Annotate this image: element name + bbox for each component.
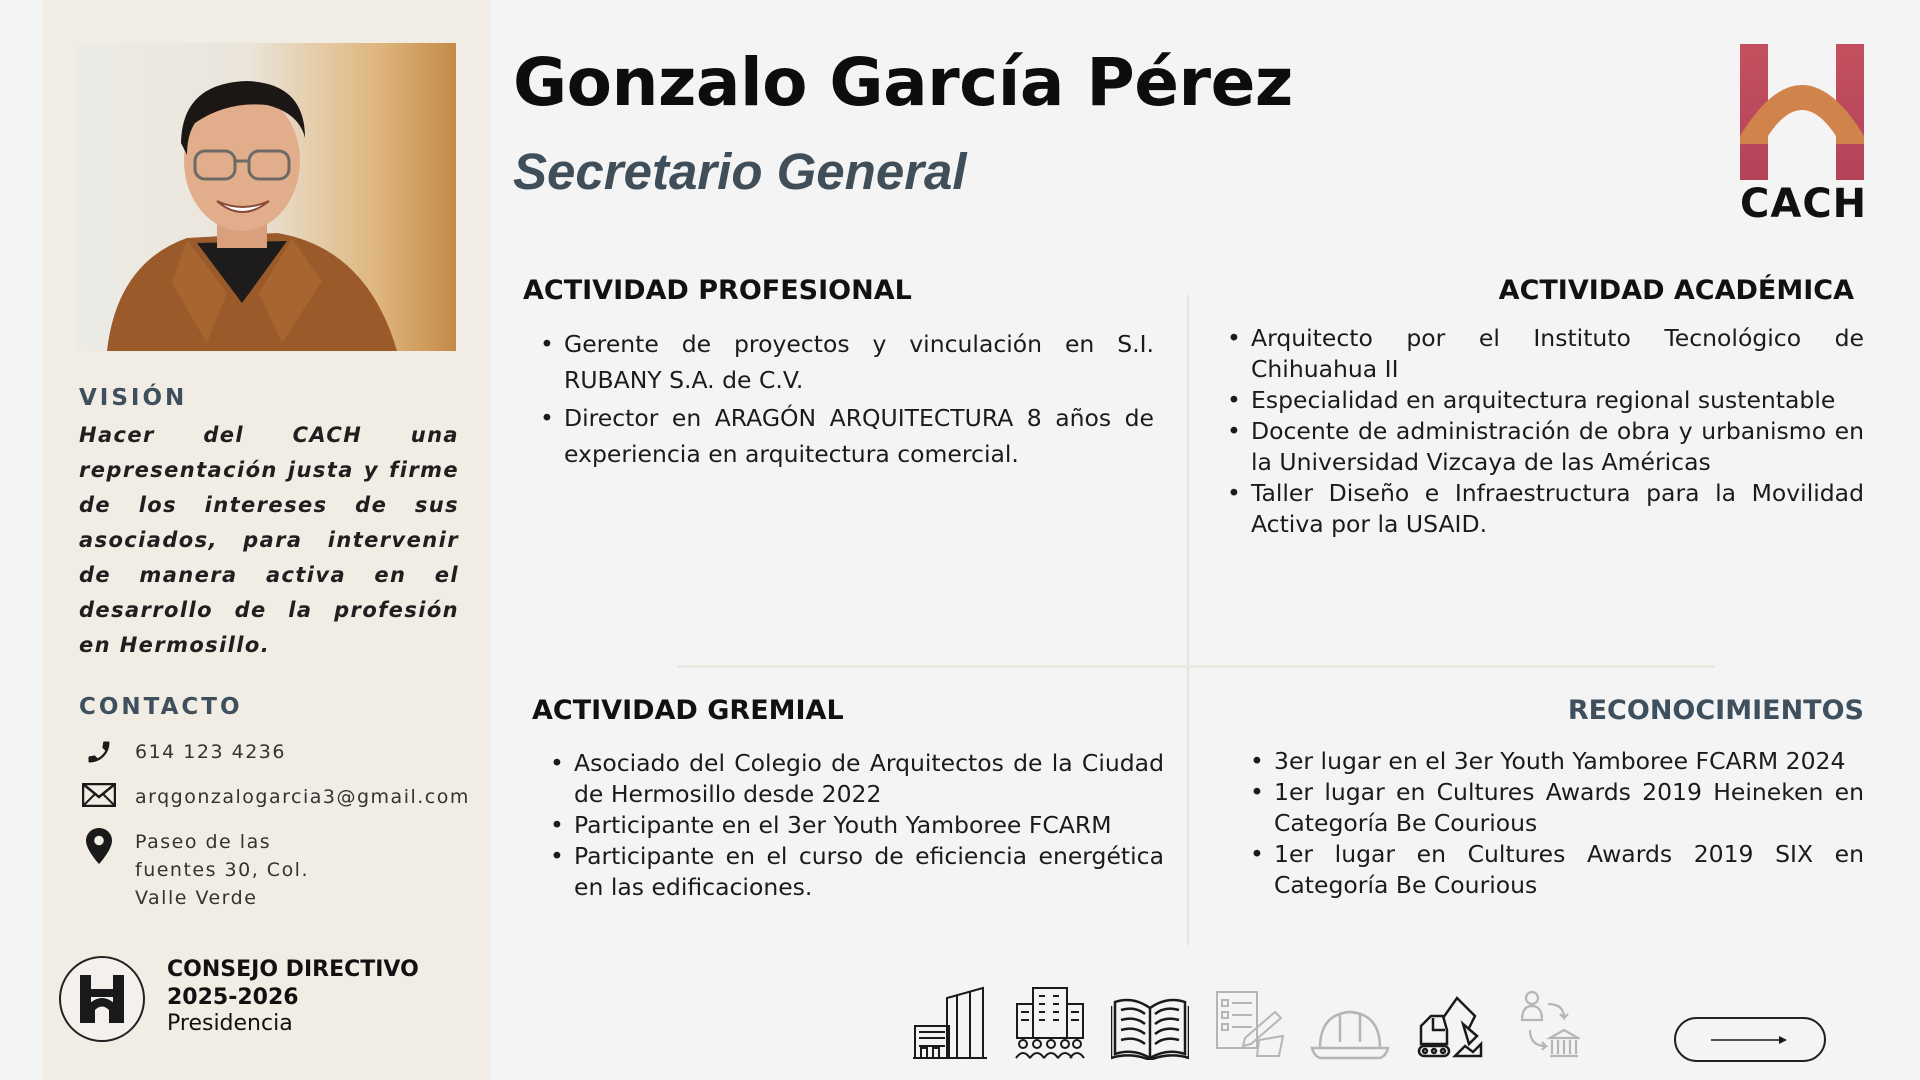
section-reconocimientos-title: RECONOCIMIENTOS xyxy=(1567,695,1864,726)
location-pin-icon xyxy=(79,828,119,864)
vertical-divider xyxy=(1187,295,1189,945)
section-gremial-title: ACTIVIDAD GREMIAL xyxy=(532,695,844,726)
contact-heading: CONTACTO xyxy=(79,694,243,720)
list-item: • 3er lugar en el 3er Youth Yamboree FCARM 2024 xyxy=(1250,746,1864,777)
section-reconocimientos-list xyxy=(1250,746,1864,901)
contact-phone xyxy=(79,738,286,774)
vision-heading: VISIÓN xyxy=(79,385,188,411)
contact-address xyxy=(79,828,335,912)
list-item: • Participante en el curso de eficiencia energética en las edificaciones. xyxy=(550,841,1164,903)
person-institution-icon xyxy=(1510,980,1590,1060)
section-academica-title: ACTIVIDAD ACADÉMICA xyxy=(1498,275,1854,306)
profile-photo xyxy=(77,43,456,351)
list-item: • Docente de administración de obra y urbanismo en la Universidad Vizcaya de las Américas xyxy=(1227,416,1864,478)
cach-logo-icon xyxy=(1740,44,1864,180)
list-item: • Especialidad en arquitectura regional sustentable xyxy=(1227,385,1864,416)
address-text: Paseo de las fuentes 30, Col. Valle Verde xyxy=(135,831,310,909)
list-item: • Participante en el 3er Youth Yamboree FCARM xyxy=(550,810,1164,841)
city-crowd-icon xyxy=(1010,980,1090,1060)
contact-email xyxy=(79,783,470,819)
sidebar xyxy=(43,0,490,1080)
open-book-icon xyxy=(1110,980,1190,1060)
council-line1: CONSEJO DIRECTIVO xyxy=(167,957,419,982)
cach-logo xyxy=(1740,44,1868,227)
email-address[interactable]: arqgonzalogarcia3@gmail.com xyxy=(135,786,470,808)
phone-icon xyxy=(79,738,119,774)
section-profesional-title: ACTIVIDAD PROFESIONAL xyxy=(523,275,912,306)
list-item: • Director en ARAGÓN ARQUITECTURA 8 años de experiencia en arquitectura comercial. xyxy=(540,400,1154,472)
envelope-icon xyxy=(79,783,119,819)
cach-badge-icon xyxy=(59,956,145,1042)
list-item: • 1er lugar en Cultures Awards 2019 SIX en Categoría Be Courious xyxy=(1250,839,1864,901)
council-label xyxy=(167,956,419,1036)
excavator-icon xyxy=(1410,980,1490,1060)
bottom-icon-bar xyxy=(910,980,1610,1060)
building-icon xyxy=(910,980,990,1060)
blueprint-checklist-icon xyxy=(1210,980,1290,1060)
council-line2: 2025-2026 xyxy=(167,985,299,1010)
horizontal-divider xyxy=(677,665,1715,668)
section-profesional-list xyxy=(540,326,1154,472)
list-item: • Gerente de proyectos y vinculación en S.I. RUBANY S.A. de C.V. xyxy=(540,326,1154,398)
person-name: Gonzalo García Pérez xyxy=(513,44,1293,121)
logo-text: CACH xyxy=(1740,181,1868,227)
list-item: • Asociado del Colegio de Arquitectos de la Ciudad de Hermosillo desde 2022 xyxy=(550,748,1164,810)
list-item: • Arquitecto por el Instituto Tecnológico de Chihuahua II xyxy=(1227,323,1864,385)
next-arrow-button[interactable] xyxy=(1674,1017,1826,1062)
section-gremial-list xyxy=(550,748,1164,903)
person-role: Secretario General xyxy=(513,143,967,200)
hard-hat-icon xyxy=(1310,980,1390,1060)
list-item: • Taller Diseño e Infraestructura para la Movilidad Activa por la USAID. xyxy=(1227,478,1864,540)
section-academica-list xyxy=(1227,323,1864,540)
arrow-right-icon xyxy=(1711,1034,1789,1046)
vision-text: Hacer del CACH una representación justa y firme de los intereses de sus asociados, para intervenir de manera activa en el desarrollo de la profesión en Hermosillo. xyxy=(79,423,459,657)
phone-number[interactable]: 614 123 4236 xyxy=(135,741,286,763)
council-line3: Presidencia xyxy=(167,1011,293,1036)
list-item: • 1er lugar en Cultures Awards 2019 Heineken en Categoría Be Courious xyxy=(1250,777,1864,839)
